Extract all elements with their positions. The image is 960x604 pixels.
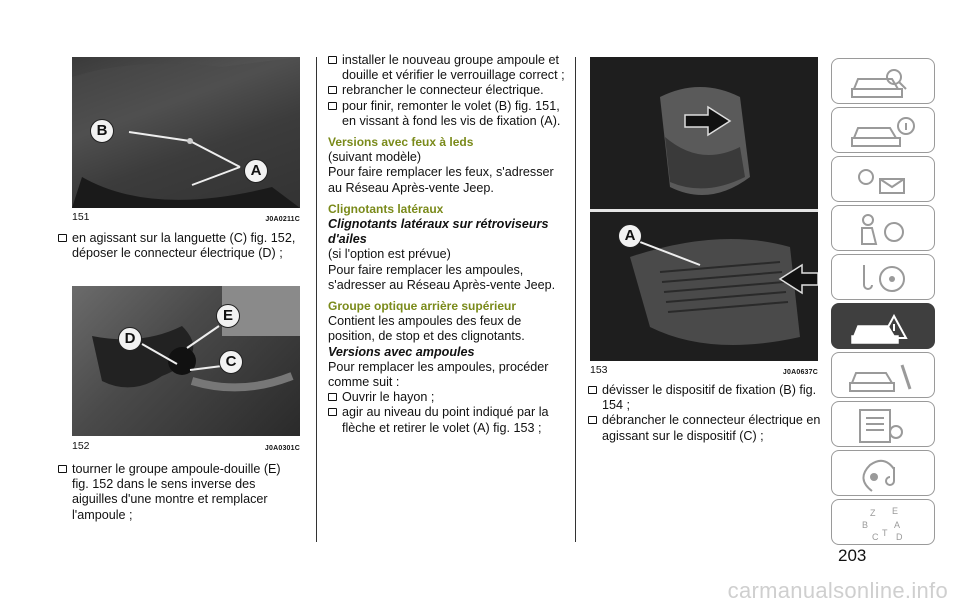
index-letter: T: [882, 528, 888, 538]
list-item: tourner le groupe ampoule-douille (E) fig. 152 dans le sens inverse des aiguilles d'une montre et remplacer l'ampoule ;: [58, 462, 298, 523]
technical-data-icon[interactable]: [831, 401, 935, 447]
index-letter: Z: [870, 508, 876, 518]
sub-heading: Clignotants latéraux sur rétroviseurs d'ailes: [328, 217, 549, 247]
watermark: [0, 577, 960, 604]
callout-b: B: [90, 119, 114, 143]
checkbox-bullet-icon: [328, 393, 337, 401]
figure-number: 153: [590, 364, 608, 376]
safety-icon[interactable]: [831, 205, 935, 251]
index-letter: C: [872, 532, 879, 542]
section-heading: Groupe optique arrière supérieur: [328, 299, 517, 314]
figure-153-drawing: [590, 57, 818, 361]
callout-a: A: [244, 159, 268, 183]
figure-153-caption: [590, 364, 818, 376]
section-heading: Clignotants latéraux: [328, 201, 444, 216]
paragraph: Pour faire remplacer les ampoules, s'adresser au Réseau Après-vente Jeep.: [328, 262, 556, 292]
checkbox-bullet-icon: [328, 56, 337, 64]
callout-d: D: [118, 327, 142, 351]
figure-152-caption: [72, 440, 300, 452]
column-3-text: [588, 383, 824, 444]
list-item: en agissant sur la languette (C) fig. 152, déposer le connecteur électrique (D) ;: [58, 231, 298, 261]
list-item: rebrancher le connecteur électrique.: [328, 83, 568, 98]
checkbox-bullet-icon: [58, 465, 67, 473]
list-item: dévisser le dispositif de fixation (B) fig. 154 ;: [588, 383, 824, 413]
list-item: débrancher le connecteur électrique en agissant sur le dispositif (C) ;: [588, 413, 824, 443]
sub-heading: Versions avec ampoules: [328, 344, 475, 359]
checkbox-bullet-icon: [588, 386, 597, 394]
checkbox-bullet-icon: [588, 416, 597, 424]
figure-number: 152: [72, 440, 90, 452]
figure-code: J0A0637C: [782, 369, 818, 376]
paragraph: (si l'option est prévue): [328, 247, 451, 262]
index-letter: A: [894, 520, 901, 530]
figure-151-photo: [72, 57, 300, 208]
column-2-text: [328, 53, 568, 436]
column-1-text-a: [58, 231, 298, 261]
paragraph: (suivant modèle): [328, 150, 422, 165]
list-item: Ouvrir le hayon ;: [328, 390, 568, 405]
callout-a: A: [618, 224, 642, 248]
checkbox-bullet-icon: [328, 102, 337, 110]
figure-number: 151: [72, 211, 90, 223]
list-item: agir au niveau du point indiqué par la flèche et retirer le volet (A) fig. 153 ;: [328, 405, 568, 435]
checkbox-bullet-icon: [328, 86, 337, 94]
watermark-text: carmanualsonline.info: [727, 578, 948, 603]
column-divider: [575, 57, 576, 542]
checkbox-bullet-icon: [328, 408, 337, 416]
checkbox-bullet-icon: [58, 234, 67, 242]
column-divider: [316, 57, 317, 542]
multimedia-icon[interactable]: [831, 450, 935, 496]
emergency-icon[interactable]: [831, 303, 935, 349]
page-number: 203: [838, 546, 867, 565]
callout-c: C: [219, 350, 243, 374]
index-icon[interactable]: [831, 499, 935, 545]
paragraph: Pour remplacer les ampoules, procéder comme suit :: [328, 359, 549, 390]
list-item: pour finir, remonter le volet (B) fig. 151, en vissant à fond les vis de fixation (A).: [328, 99, 568, 129]
paragraph: Pour faire remplacer les feux, s'adresser au Réseau Après-vente Jeep.: [328, 165, 554, 195]
list-item: installer le nouveau groupe ampoule et douille et vérifier le verrouillage correct ;: [328, 53, 568, 83]
index-letter: D: [896, 532, 903, 542]
car-info-icon[interactable]: [831, 107, 935, 153]
figure-152-drawing: [72, 286, 300, 436]
index-letter: E: [892, 506, 899, 516]
figure-code: J0A0301C: [264, 445, 300, 452]
column-1-text-b: [58, 462, 298, 523]
figure-code: J0A0211C: [265, 216, 300, 223]
maintenance-icon[interactable]: [831, 352, 935, 398]
callout-e: E: [216, 304, 240, 328]
starting-driving-icon[interactable]: [831, 254, 935, 300]
paragraph: Contient les ampoules des feux de position, de stop et des clignotants.: [328, 314, 525, 344]
index-letter: B: [862, 520, 869, 530]
figure-153-photo: [590, 57, 818, 361]
warning-lights-icon[interactable]: [831, 156, 935, 202]
car-search-icon[interactable]: [831, 58, 935, 104]
section-heading: Versions avec feux à leds: [328, 135, 474, 150]
figure-152-photo: [72, 286, 300, 436]
figure-151-caption: [72, 211, 300, 223]
